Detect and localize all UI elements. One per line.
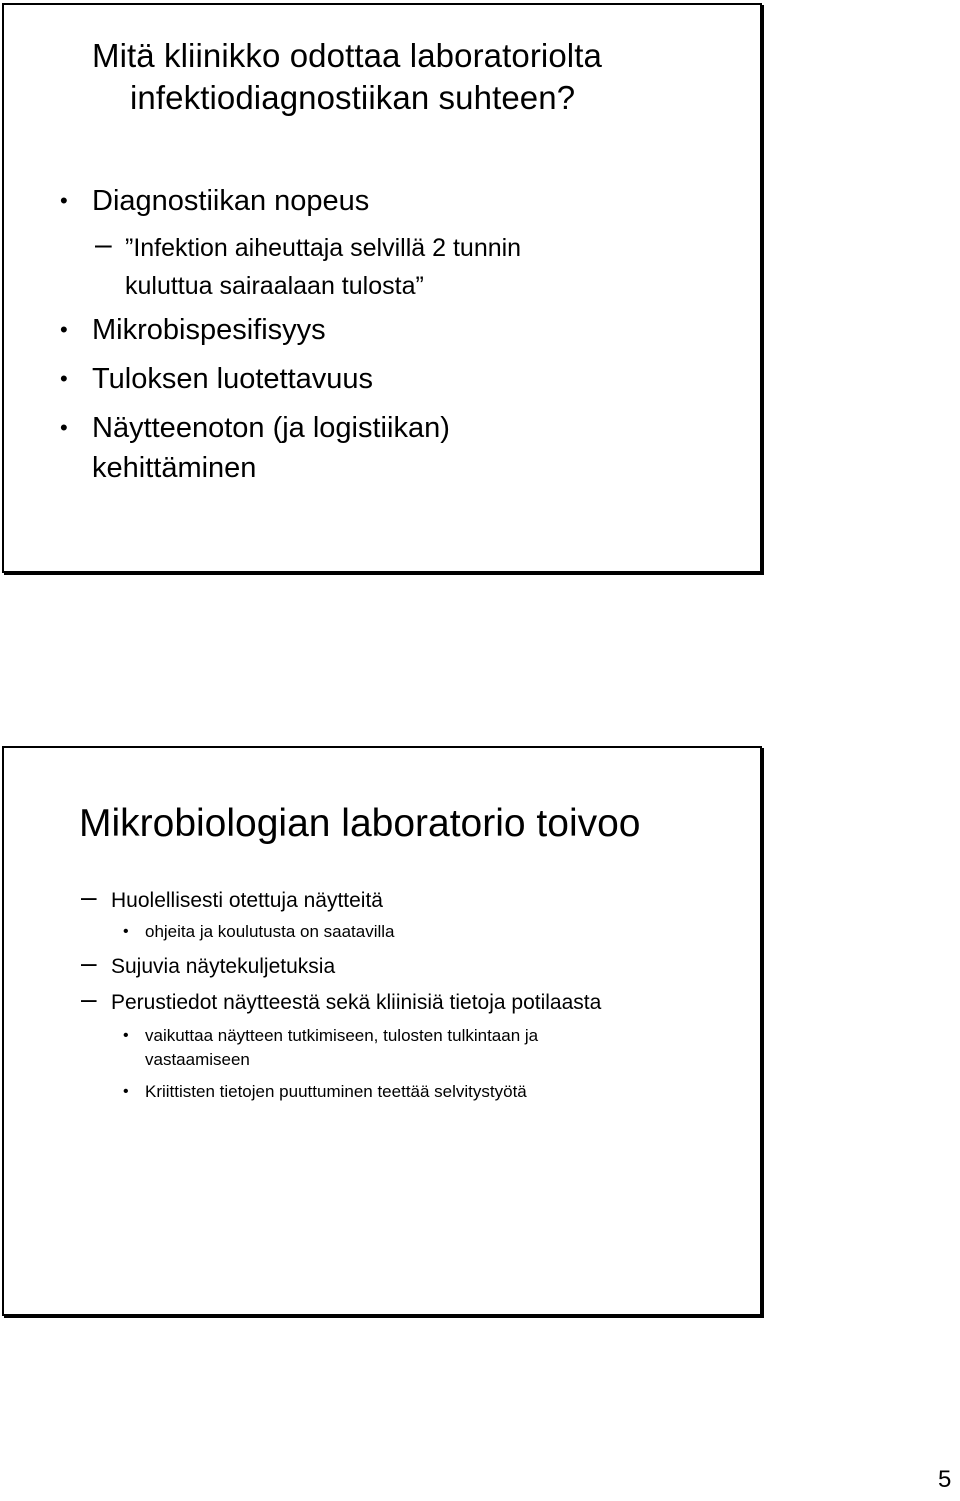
sub-list-item-text: vastaamiseen	[145, 1050, 250, 1069]
bullet-icon: •	[123, 923, 129, 940]
bullet-icon: •	[123, 1027, 129, 1044]
sub-text-line-2: kuluttua sairaalaan tulosta”	[125, 272, 424, 300]
slide-2	[2, 746, 762, 1316]
sub-list-item-text: vaikuttaa näytteen tutkimiseen, tulosten tulkintaan ja	[145, 1026, 539, 1045]
bullet-item	[60, 310, 326, 350]
sub-list-item	[123, 920, 395, 944]
bullet-icon: •	[123, 1083, 129, 1100]
sub-list-item-text: Kriittisten tietojen puuttuminen teettää selvitystyötä	[145, 1082, 527, 1101]
bullet-text: kehittäminen	[92, 452, 257, 484]
bullet-icon: •	[60, 317, 68, 342]
slide-2-title: Mikrobiologian laboratorio toivoo	[79, 802, 641, 845]
sub-item	[95, 228, 522, 267]
bullet-text: Tuloksen luotettavuus	[92, 363, 374, 395]
sub-list-item-continuation	[145, 1048, 250, 1072]
list-item-text: Huolellisesti otettuja näytteitä	[111, 889, 383, 912]
list-item-text: Sujuvia näytekuljetuksia	[111, 955, 336, 978]
sub-item-continuation	[125, 267, 424, 305]
page-number: 5	[938, 1466, 952, 1493]
dash-icon: –	[81, 881, 97, 912]
bullet-item	[60, 181, 370, 221]
bullet-item	[60, 359, 374, 399]
bullet-continuation	[92, 448, 256, 488]
bullet-text: Mikrobispesifisyys	[92, 314, 326, 346]
list-item	[81, 947, 336, 980]
slide-1	[2, 3, 762, 573]
slide-1-title-line-1: Mitä kliinikko odottaa laboratoriolta	[92, 37, 602, 74]
bullet-text: Diagnostiikan nopeus	[92, 185, 370, 217]
bullet-text: Näytteenoton (ja logistiikan)	[92, 412, 450, 444]
bullet-item	[60, 408, 450, 448]
sub-list-item-text: ohjeita ja koulutusta on saatavilla	[145, 922, 395, 941]
dash-icon: –	[81, 983, 97, 1014]
slide-1-title	[92, 35, 602, 119]
list-item	[81, 983, 602, 1016]
list-item	[81, 881, 383, 914]
sub-list-item	[123, 1080, 527, 1104]
dash-icon: –	[95, 228, 112, 261]
bullet-icon: •	[60, 415, 68, 440]
sub-list-item	[123, 1024, 539, 1048]
bullet-icon: •	[60, 188, 68, 213]
sub-text-line-1: ”Infektion aiheuttaja selvillä 2 tunnin	[125, 234, 522, 262]
dash-icon: –	[81, 947, 97, 978]
bullet-icon: •	[60, 366, 68, 391]
list-item-text: Perustiedot näytteestä sekä kliinisiä tietoja potilaasta	[111, 991, 602, 1014]
slide-1-title-line-2: infektiodiagnostiikan suhteen?	[130, 79, 576, 116]
